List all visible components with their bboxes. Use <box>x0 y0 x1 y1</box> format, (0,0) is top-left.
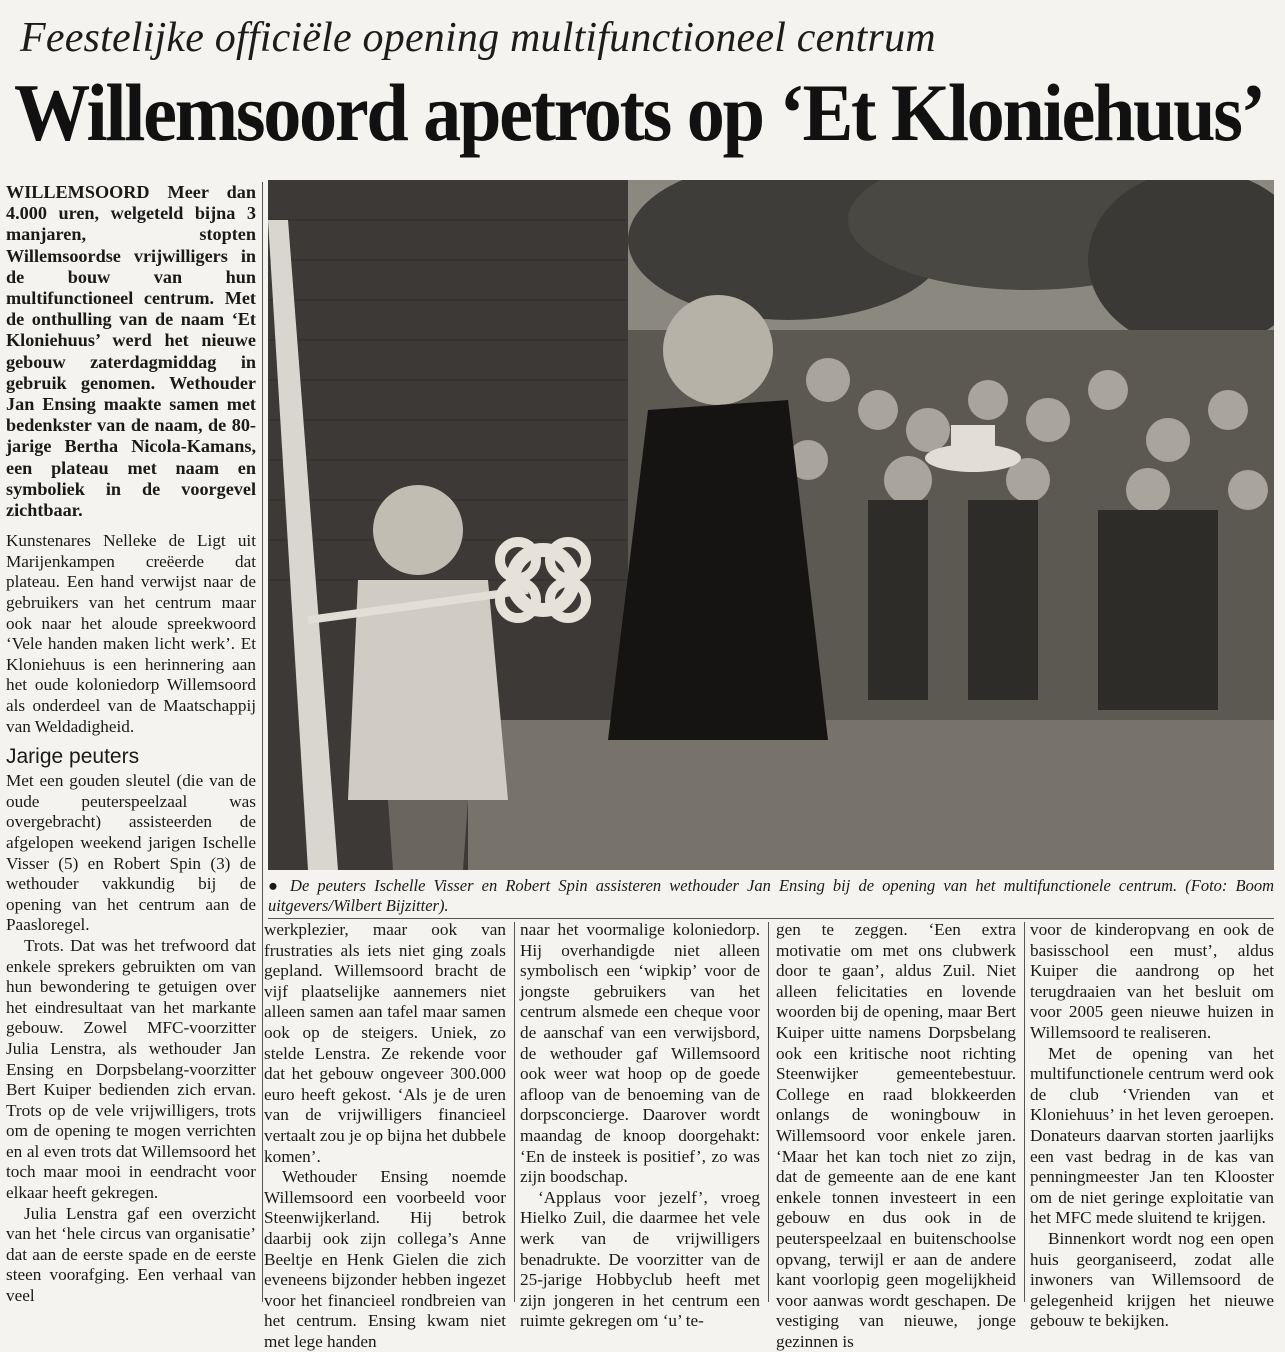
photo-illustration <box>268 180 1274 870</box>
paragraph: Julia Lenstra gaf een overzicht van het ‘hele circus van organisatie’ dat aan de eerste spade en de eerste steen voorafging. Een verhaal van veel <box>6 1203 256 1306</box>
column-2 <box>264 920 506 1352</box>
paragraph: naar het voormalige koloniedorp. Hij overhandigde niet alleen symbolisch een ‘wipkip’ voor de jongste gebruikers van het centrum alsmede een cheque voor de aanschaf van een verwijsbord, de wethouder gaf Willemsoord ook weer wat hoop op de goede afloop van de benoeming van de dorpsconcierge. Daarover wordt maandag de knoop doorgehakt: ‘En de insteek is positief’, zo was zijn boodschap. <box>520 920 760 1187</box>
kicker-headline: Feestelijke officiële opening multifunctioneel centrum <box>20 15 936 61</box>
column-divider <box>1024 922 1025 1302</box>
column-divider <box>262 182 263 1302</box>
paragraph: voor de kinderopvang en ook de basisschool een must’, aldus Kuiper die aandrong op het terugdraaien van het besluit om voor 2005 geen nieuwe huizen in Willemsoord te realiseren. <box>1030 920 1274 1042</box>
paragraph: gen te zeggen. ‘Een extra motivatie om met ons clubwerk door te gaan’, aldus Zuil. Niet alleen felicitaties en lovende woorden bij de opening, maar Bert Kuiper uitte namens Dorpsbelang ook een kritische noot richting Steenwijker gemeentebestuur. College en raad blokkeerden onlangs de woningbouw in Willemsoord voor enkele jaren. ‘Maar het kan toch niet zo zijn, dat de gemeente aan de ene kant enkele tonnen investeert in een gebouw en dus ook in de peuterspeelzaal en buitenschoolse opvang, terwijl er aan de andere kant voorlopig geen mogelijkheid voor aanwas wordt geschapen. De vestiging van nieuwe, jonge gezinnen is <box>776 920 1016 1351</box>
paragraph: Met een gouden sleutel (die van de oude peuterspeelzaal was overgebracht) assisteerden de afgelopen weekend jarigen Ischelle Visser (5) en Robert Spin (3) de wethouder vakkundig bij de opening van het centrum aan de Paasloregel. <box>6 771 256 935</box>
photo-caption: ● De peuters Ischelle Visser en Robert Spin assisteren wethouder Jan Ensing bij de opening van het multifunctionele centrum. (Foto: Boom uitgevers/Wilbert Bijzitter). <box>268 876 1274 915</box>
paragraph: Met de opening van het multifunctionele centrum werd ook de club ‘Vrienden van et Kloniehuus’ in het leven geroepen. Donateurs daarvan storten jaarlijks een vast bedrag in de kas van penningmeester Jan ten Klooster om de niet geringe exploitatie van het MFC mede sluitend te krijgen. <box>1030 1043 1274 1228</box>
lead-paragraph: WILLEMSOORD Meer dan 4.000 uren, welgeteld bijna 3 manjaren, stopten Willemsoordse vrijwilligers in de bouw van hun multifunctioneel centrum. Met de onthulling van de naam ‘Et Kloniehuus’ werd het nieuwe gebouw zaterdagmiddag in gebruik genomen. Wethouder Jan Ensing maakte samen met bedenkster van de naam, de 80-jarige Bertha Nicola-Kamans, een plateau met naam en symboliek in de voorgevel zichtbaar. <box>6 182 256 521</box>
paragraph: Wethouder Ensing noemde Willemsoord een voorbeeld voor Steenwijkerland. Hij betrok daarbij ook zijn collega’s Anne Beeltje en Henk Gielen die zich eveneens bijzonder hebben ingezet voor het financieel rondbreien van het centrum. Ensing kwam niet met lege handen <box>264 1167 506 1351</box>
column-1 <box>6 182 256 1307</box>
column-divider <box>768 922 769 1302</box>
news-photo <box>268 180 1274 870</box>
paragraph: Kunstenares Nelleke de Ligt uit Marijenkampen creëerde dat plateau. Een hand verwijst naar de gebruikers van het centrum maar ook naar het aloude spreekwoord ‘Vele handen maken licht werk’. Et Kloniehuus is een herinnering aan het oude koloniedorp Willemsoord als onderdeel van de Maatschappij van Weldadigheid. <box>6 531 256 736</box>
column-divider <box>514 922 515 1302</box>
column-3 <box>520 920 760 1332</box>
main-headline: Willemsoord apetrots op ‘Et Kloniehuus’ <box>14 67 1264 158</box>
column-5 <box>1030 920 1274 1332</box>
caption-divider <box>268 918 1274 919</box>
paragraph: Trots. Dat was het trefwoord dat enkele sprekers gebruikten om van hun bewondering te getuigen over het eindresultaat van het markante gebouw. Zowel MFC-voorzitter Julia Lenstra, als wethouder Jan Ensing en Dorpsbelang-voorzitter Bert Kuiper bedienden zich ervan. Trots op de vele vrijwilligers, trots om de opening te mogen verrichten en al even trots dat Willemsoord het toch maar mooi in eendracht voor elkaar heeft gekregen. <box>6 935 256 1203</box>
paragraph: ‘Applaus voor jezelf’, vroeg Hielko Zuil, die daarmee het vele werk van de vrijwilligers benadrukte. De voorzitter van de 25-jarige Hobbyclub heeft met zijn jongeren in het centrum een ruimte gekregen om ‘u’ te- <box>520 1187 760 1331</box>
subheading: Jarige peuters <box>6 745 140 769</box>
paragraph: Binnenkort wordt nog een open huis georganiseerd, zodat alle inwoners van Willemsoord de gelegenheid krijgen het nieuwe gebouw te bekijken. <box>1030 1228 1274 1331</box>
paragraph: werkplezier, maar ook van frustraties als iets niet ging zoals gepland. Willemsoord bracht de vijf plaatselijke aannemers niet alleen samen aan tafel maar samen ook op de steigers. Uniek, zo stelde Lenstra. Ze rekende voor dat het gebouw ongeveer 300.000 euro heeft gekost. ‘Als je de uren van de vrijwilligers financieel vertaalt zou je op bijna het dubbele komen’. <box>264 920 506 1166</box>
column-4 <box>776 920 1016 1352</box>
